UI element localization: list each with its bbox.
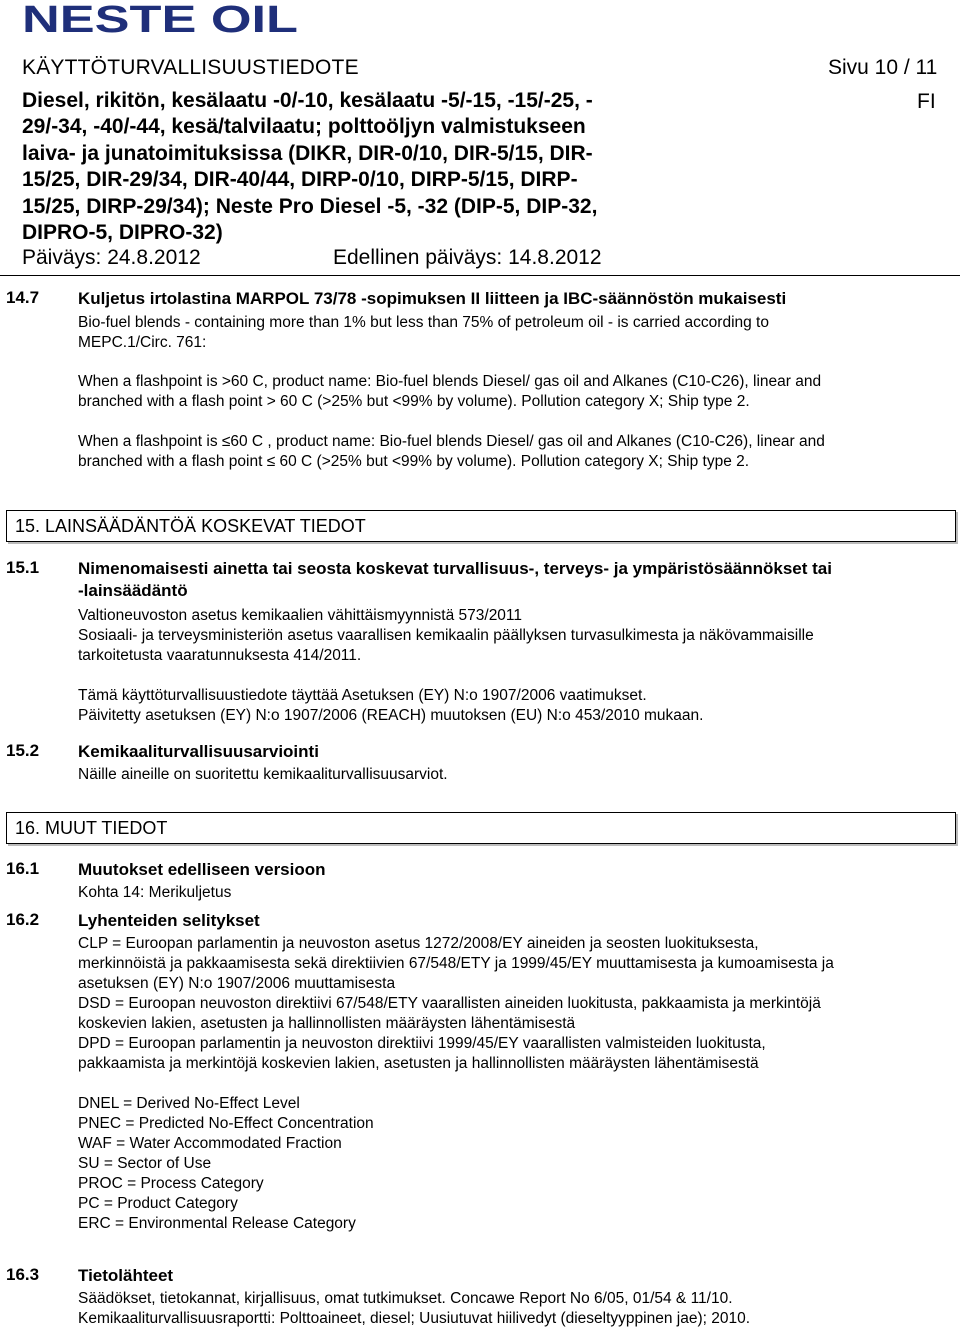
paragraph <box>78 313 769 353</box>
abbreviation-list <box>78 1094 374 1234</box>
paragraph: Kohta 14: Merikuljetus <box>78 884 232 901</box>
product-line: Diesel, rikitön, kesälaatu -0/-10, kesälaatu -5/-15, -15/-25, - <box>22 89 593 112</box>
text-line: pakkaamista ja merkintöjä koskevien lakien, asetusten ja hallinnollisten määräysten lähentämisestä <box>78 1055 759 1072</box>
abbreviation-item: ERC = Environmental Release Category <box>78 1215 356 1232</box>
product-line: DIPRO-5, DIPRO-32) <box>22 221 223 245</box>
abbreviation-item: PROC = Process Category <box>78 1175 264 1192</box>
section-heading: 16. MUUT TIEDOT <box>15 818 168 838</box>
text-line: Sosiaali- ja terveysministeriön asetus vaarallisen kemikaalin päällyksen turvasulkimesta ja näkövammaisille <box>78 627 814 644</box>
subsection-title: Tietolähteet <box>78 1266 174 1285</box>
text-line: When a flashpoint is >60 C, product name: Bio-fuel blends Diesel/ gas oil and Alkanes (C10-C26), linear and <box>78 373 822 390</box>
subsection-number: 16.3 <box>6 1265 40 1284</box>
subsection-number: 15.1 <box>6 558 40 577</box>
subsection-title: Kemikaaliturvallisuusarviointi <box>78 742 319 761</box>
text-line: tarkoitetusta vaaratunnuksesta 414/2011. <box>78 647 362 664</box>
title-line: -lainsäädäntö <box>78 581 188 600</box>
abbreviation-item: WAF = Water Accommodated Fraction <box>78 1135 342 1152</box>
product-line: 29/-34, -40/-44, kesä/talvilaatu; polttoöljyn valmistukseen <box>22 115 586 139</box>
text-line: Kemikaaliturvallisuusraportti: Polttoaineet, diesel; Uusiutuvat hiilivedyt (dieseltyyppinen jae); 2010. <box>78 1310 751 1327</box>
abbreviation-item: PC = Product Category <box>78 1195 238 1212</box>
section-heading-box <box>6 510 956 542</box>
text-line: asetuksen (EY) N:o 1907/2006 muuttamisesta <box>78 975 396 992</box>
text-line: koskevien lakien, asetusten ja hallinnollisten määräysten lähentämisestä <box>78 1015 576 1032</box>
paragraph <box>78 372 821 412</box>
logo-text: NESTE OIL <box>22 0 298 36</box>
subsection-title: Muutokset edelliseen versioon <box>78 860 326 879</box>
text-line: Bio-fuel blends - containing more than 1% but less than 75% of petroleum oil - is carried according to <box>78 314 769 331</box>
product-name <box>22 88 662 246</box>
text-line: Tämä käyttöturvallisuustiedote täyttää Asetuksen (EY) N:o 1907/2006 vaatimukset. <box>78 687 647 704</box>
issue-date: Päiväys: 24.8.2012 <box>22 246 201 269</box>
text-line: DSD = Euroopan neuvoston direktiivi 67/548/ETY vaarallisten aineiden luokitusta, pakkaamista ja merkintöjä <box>78 995 821 1012</box>
title-line: Nimenomaisesti ainetta tai seosta koskevat turvallisuus-, terveys- ja ympäristösäännökset tai <box>78 559 832 578</box>
section-heading: 15. LAINSÄÄDÄNTÖÄ KOSKEVAT TIEDOT <box>15 516 366 536</box>
product-line: 15/25, DIRP-29/34); Neste Pro Diesel -5, -32 (DIP-5, DIP-32, <box>22 194 598 218</box>
text-line: DPD = Euroopan parlamentin ja neuvoston direktiivi 1999/45/EY vaarallisten valmisteiden luokitusta, <box>78 1035 766 1052</box>
subsection-number: 16.1 <box>6 859 40 878</box>
neste-oil-logo <box>22 0 302 36</box>
section-heading-box <box>6 812 956 844</box>
text-line: Valtioneuvoston asetus kemikaalien vähittäismyynnistä 573/2011 <box>78 607 523 624</box>
abbreviation-item: PNEC = Predicted No-Effect Concentration <box>78 1115 374 1132</box>
paragraph <box>78 606 814 666</box>
abbreviation-item: SU = Sector of Use <box>78 1155 212 1172</box>
text-line: Päivitetty asetuksen (EY) N:o 1907/2006 (REACH) muutoksen (EU) N:o 453/2010 mukaan. <box>78 707 704 724</box>
text-line: merkinnöistä ja pakkaamisesta sekä direktiivien 67/548/ETY ja 1999/45/EY muuttamisesta ja kumoamisesta ja <box>78 955 834 972</box>
document-type: KÄYTTÖTURVALLISUUSTIEDOTE <box>22 56 359 79</box>
product-line: laiva- ja junatoimituksissa (DIKR, DIR-0/10, DIR-5/15, DIR- <box>22 141 593 165</box>
page-number: Sivu 10 / 11 <box>828 56 938 79</box>
paragraph <box>78 934 834 1074</box>
subsection-number: 15.2 <box>6 741 40 760</box>
text-line: CLP = Euroopan parlamentin ja neuvoston asetus 1272/2008/EY aineiden ja seosten luokituksesta, <box>78 935 759 952</box>
subsection-title: Lyhenteiden selitykset <box>78 911 260 930</box>
language-code: FI <box>917 90 936 113</box>
product-line: 15/25, DIR-29/34, DIR-40/44, DIRP-0/10, DIRP-5/15, DIRP- <box>22 168 578 192</box>
text-line: Säädökset, tietokannat, kirjallisuus, omat tutkimukset. Concawe Report No 6/05, 01/54 & 11/10. <box>78 1290 733 1307</box>
paragraph <box>78 432 825 472</box>
header-divider <box>0 275 960 276</box>
previous-date: Edellinen päiväys: 14.8.2012 <box>333 246 602 269</box>
subsection-number: 14.7 <box>6 288 40 307</box>
paragraph: Näille aineille on suoritettu kemikaaliturvallisuusarviot. <box>78 766 448 783</box>
text-line: When a flashpoint is ≤60 C , product name: Bio-fuel blends Diesel/ gas oil and Alkanes (C10-C26), linear and <box>78 433 825 450</box>
subsection-title <box>78 558 832 602</box>
abbreviation-item: DNEL = Derived No-Effect Level <box>78 1095 300 1112</box>
paragraph <box>78 1289 750 1329</box>
subsection-title: Kuljetus irtolastina MARPOL 73/78 -sopimuksen II liitteen ja IBC-säännöstön mukaisesti <box>78 289 787 308</box>
text-line: branched with a flash point > 60 C (>25% but <99% by volume). Pollution category X; Ship type 2. <box>78 393 750 410</box>
text-line: MEPC.1/Circ. 761: <box>78 334 207 351</box>
subsection-number: 16.2 <box>6 910 40 929</box>
text-line: branched with a flash point ≤ 60 C (>25% but <99% by volume). Pollution category X; Ship type 2. <box>78 453 750 470</box>
paragraph <box>78 686 703 726</box>
